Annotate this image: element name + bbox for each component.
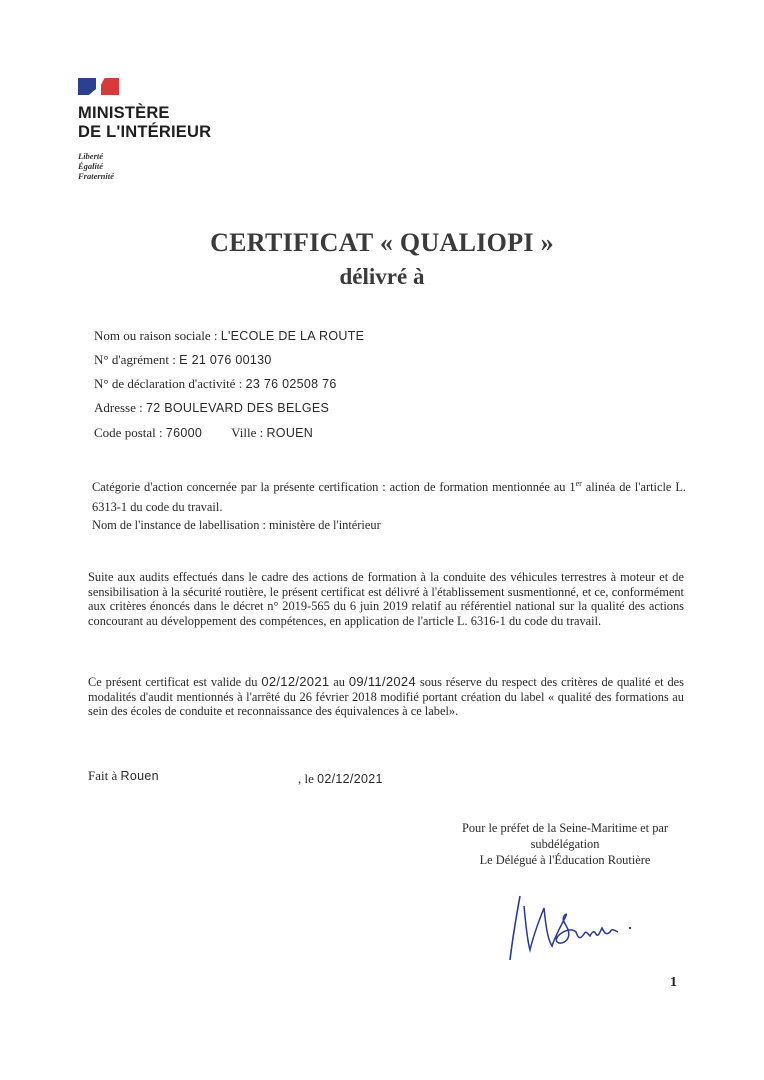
name-label: Nom ou raison sociale : <box>94 328 218 343</box>
marianne-flag-icon <box>78 78 211 95</box>
signatory-line-2: subdélégation <box>530 837 600 851</box>
address-label: Adresse : <box>94 400 143 415</box>
agrement-value: E 21 076 00130 <box>179 353 272 367</box>
category-superscript: er <box>575 479 582 488</box>
declaration-label: N° de déclaration d'activité : <box>94 376 243 391</box>
validity-prefix: Ce présent certificat est valide du <box>88 675 258 689</box>
flag-red-part <box>101 78 119 95</box>
signatory-line-1: Pour le préfet de la Seine-Maritime et par <box>461 821 669 835</box>
certificate-title: CERTIFICAT « QUALIOPI » <box>210 228 554 257</box>
validity-paragraph <box>88 675 684 719</box>
fait-a-line <box>88 768 159 784</box>
validity-suffix: sous réserve du respect des critères de qualité et des modalités d'audit mentionnés à l'arrêté du 26 février 2018 modifié portant création du label « qualité des formations au sein des écoles de conduite et reconnaissance des équivalences à ce label». <box>88 675 684 718</box>
declaration-value: 23 76 02508 76 <box>245 377 337 391</box>
instance-label: Nom de l'instance de labellisation : <box>92 518 266 532</box>
postal-city-field <box>94 425 313 441</box>
validity-middle: au <box>333 675 345 689</box>
validity-date-to: 09/11/2024 <box>348 674 416 689</box>
fait-label: Fait à <box>88 768 118 783</box>
agrement-label: N° d'agrément : <box>94 352 176 367</box>
certificate-subtitle: délivré à <box>339 264 425 289</box>
place-value: Rouen <box>120 769 159 783</box>
category-paragraph <box>92 474 686 517</box>
agrement-field <box>94 352 272 368</box>
motto-liberte: Liberté <box>78 151 104 161</box>
issue-date: 02/12/2021 <box>317 772 383 786</box>
city-label: Ville : <box>231 425 264 440</box>
ministry-line-2: DE L'INTÉRIEUR <box>78 123 212 141</box>
ministry-line-1: MINISTÈRE <box>78 104 170 122</box>
validity-date-from: 02/12/2021 <box>261 674 330 689</box>
le-label: , le <box>298 771 314 786</box>
motto-egalite: Égalité <box>78 161 104 171</box>
signatory-block <box>430 820 700 868</box>
signatory-line-3: Le Délégué à l'Éducation Routière <box>479 853 651 867</box>
category-text-start: action de formation mentionnée au 1 <box>389 480 576 495</box>
page-number: 1 <box>670 975 677 990</box>
motto-fraternite: Fraternité <box>78 171 114 181</box>
category-label: Catégorie d'action concernée par la présente certification : <box>92 480 386 495</box>
postal-value: 76000 <box>165 426 203 440</box>
name-value: L'ECOLE DE LA ROUTE <box>220 329 365 343</box>
instance-value: ministère de l'intérieur <box>269 518 381 532</box>
declaration-field <box>94 376 337 392</box>
instance-line <box>92 518 686 533</box>
date-line <box>298 771 383 787</box>
ministry-name <box>78 104 211 142</box>
name-field <box>94 328 364 344</box>
ministry-logo <box>78 78 211 181</box>
republic-motto <box>78 151 211 181</box>
address-field <box>94 400 329 416</box>
city-value: ROUEN <box>266 426 314 440</box>
flag-blue-part <box>78 78 96 95</box>
category-text-end: alinéa de l'article L. 6313-1 du code du travail. <box>92 480 686 515</box>
handwritten-signature <box>502 888 642 968</box>
postal-label: Code postal : <box>94 425 163 440</box>
audit-paragraph: Suite aux audits effectués dans le cadre des actions de formation à la conduite des véhicules terrestres à moteur et de sensibilisation à la sécurité routière, le présent certificat est délivré à l'établissement susmentionné, et ce, conformément aux critères énoncés dans le décret n° 2019-565 du 6 juin 2019 relatif au référentiel national sur la qualité des actions concourant au développement des compétences, en application de l'article L. 6316-1 du code du travail. <box>88 570 684 628</box>
address-value: 72 BOULEVARD DES BELGES <box>146 401 330 415</box>
